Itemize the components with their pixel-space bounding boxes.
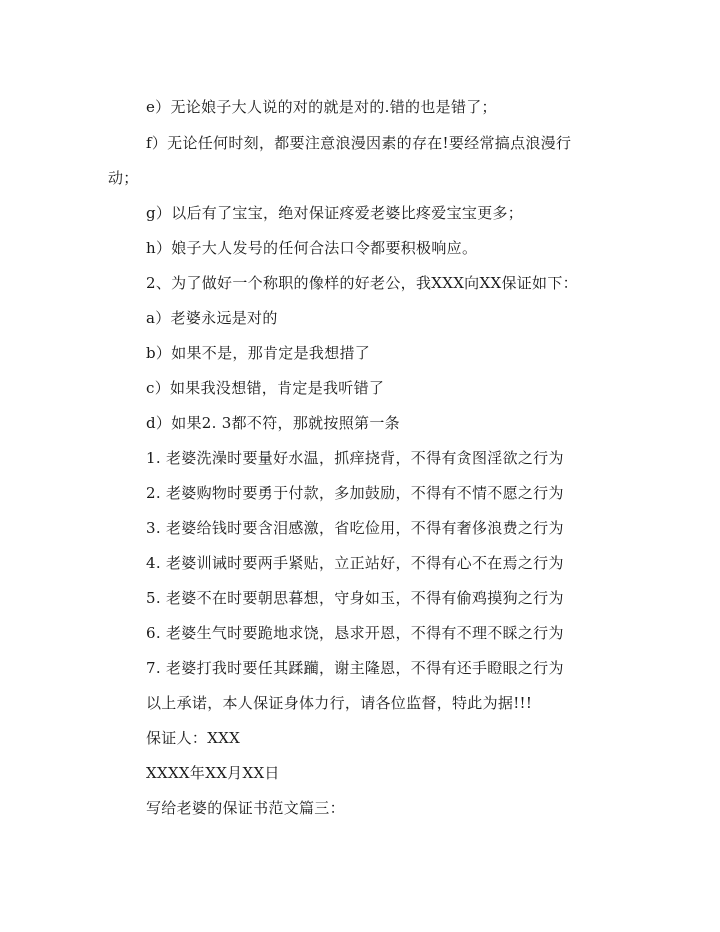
text-line-f-continued: 动；: [108, 169, 139, 187]
rule-item-5: 5. 老婆不在时要朝思暮想，守身如玉，不得有偷鸡摸狗之行为: [146, 589, 564, 607]
guarantor-line: 保证人：XXX: [146, 729, 241, 747]
text-line-d: d）如果2. 3都不符，那就按照第一条: [146, 414, 400, 432]
date-line: XXXX年XX月XX日: [146, 764, 280, 782]
next-section-title: 写给老婆的保证书范文篇三：: [146, 799, 345, 817]
rule-item-6: 6. 老婆生气时要跪地求饶，恳求开恩，不得有不理不睬之行为: [146, 624, 564, 642]
text-line-a: a）老婆永远是对的: [146, 309, 278, 327]
rule-item-3: 3. 老婆给钱时要含泪感激，省吃俭用，不得有奢侈浪费之行为: [146, 519, 564, 537]
rule-item-7: 7. 老婆打我时要任其蹂躏，谢主隆恩，不得有还手瞪眼之行为: [146, 659, 564, 677]
text-line-b: b）如果不是，那肯定是我想措了: [146, 344, 371, 362]
rule-item-2: 2. 老婆购物时要勇于付款，多加鼓励，不得有不情不愿之行为: [146, 484, 564, 502]
text-line-e: e）无论娘子大人说的对的就是对的.错的也是错了；: [146, 98, 497, 116]
text-line-f: f）无论任何时刻，都要注意浪漫因素的存在!要经常搞点浪漫行: [146, 134, 572, 152]
commitment-statement: 以上承诺，本人保证身体力行，请各位监督，特此为据!!!: [146, 694, 533, 712]
text-line-g: g）以后有了宝宝，绝对保证疼爱老婆比疼爱宝宝更多；: [146, 204, 524, 222]
section-heading-2: 2、为了做好一个称职的像样的好老公，我XXX向XX保证如下：: [146, 274, 578, 292]
rule-item-4: 4. 老婆训诫时要两手紧贴，立正站好，不得有心不在焉之行为: [146, 554, 564, 572]
text-line-h: h）娘子大人发号的任何合法口令都要积极响应。: [146, 239, 478, 257]
text-line-c: c）如果我没想错，肯定是我听错了: [146, 379, 385, 397]
rule-item-1: 1. 老婆洗澡时要量好水温，抓痒挠背，不得有贪图淫欲之行为: [146, 449, 564, 467]
